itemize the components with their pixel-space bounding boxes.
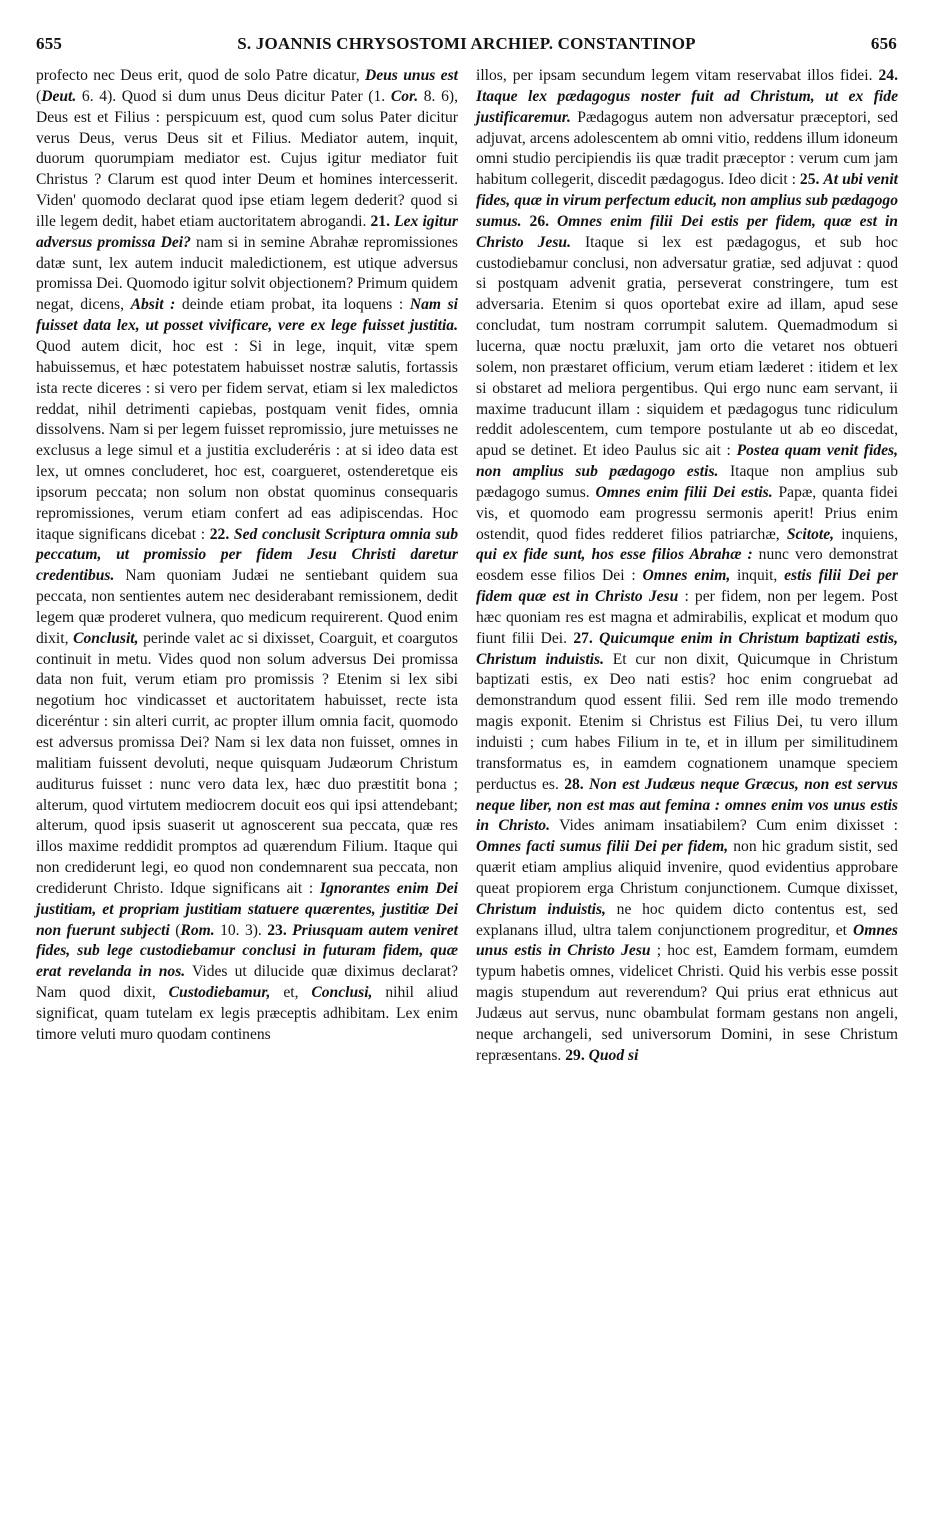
- commentary-text: et,: [270, 984, 312, 1002]
- scripture-quote: Postea quam venit fides, non amplius sub pædagogo estis.: [476, 442, 898, 481]
- scripture-quote: Lex igitur adversus promissa Dei?: [36, 212, 458, 251]
- page-number-left: 655: [36, 34, 63, 53]
- verse-number: 23.: [267, 921, 287, 939]
- commentary-text: nihil aliud significat, quam tutelam ex legis præceptis adhibitam. Lex enim timore veluti muro quodam continens: [36, 984, 458, 1043]
- scripture-quote: Itaque lex pædagogus noster fuit ad Christum, ut ex fide justificaremur.: [476, 87, 898, 126]
- scripture-quote: Priusquam autem veniret fides, sub lege custodiebamur conclusi in futuram fidem, quæ erat revelanda in nos.: [36, 921, 459, 981]
- scripture-quote: Non est Judæus neque Græcus, non est servus neque liber, non est mas aut femina : omnes enim vos unus estis in Christo.: [476, 775, 899, 835]
- scripture-quote: Nam si fuisset data lex, ut posset vivificare, vere ex lege fuisset justitia.: [36, 296, 458, 335]
- commentary-text: Quod autem dicit, hoc est : Si in lege, inquit, vitæ spem habuissemus, et hæc potestatem habuisset nostræ salutis, fortassis ista recte diceres : si vero per fidem servat, etiam si lex maledictos reddat, nihil detrimenti capiebas, postquam venit fides, omnia dissolvens. Nam si per legem fuisset repromissio, jure metuisses ne exclusus a lege simul et a justitia excluderéris : at si ideo data est lex, ut omnes concluderet, hoc est, coargueret, ostenderetque eis ipsorum peccata; non solum non obstat quominus consequaris repromissiones, verum etiam confert ad eas adipiscendas. Hoc itaque significans dicebat :: [36, 337, 458, 543]
- commentary-text: perinde valet ac si dixisset, Coarguit, et coargutos continuit in metu. Vides quod non solum adversus Dei promissa data non fuit, verum etiam pro promissis ? Etenim si lex sibi negotium hoc vindicasset et auctoritatem habuisset, recte ista diceréntur : sin alteri currit, ac propter illum omnia facit, quomodo est adversus promissa Dei? Nam si lex data non fuisset, omnes in malitiam fuissent devoluti, neque quisquam Judæorum Christum auditurus fuisset : nunc vero data lex, hæc duo præstitit bona ; alterum, quod virtutem mediocrem docuit eos qui ipsi attendebant; alterum, quod ipsis suaserit ut agnoscerent sua peccata, quæ res illos maxime reddidit promptos ad quærendum Filium. Itaque qui non crediderunt legi, eo quod non condemnarent sua peccata, non crediderunt Christo. Idque significans ait :: [36, 629, 458, 897]
- right-column-text: [476, 66, 898, 1067]
- commentary-text: profecto nec Deus erit, quod de solo Patre dicatur,: [36, 67, 365, 84]
- commentary-text: illos, per ipsam secundum legem vitam reservabat illos fidei.: [476, 67, 879, 84]
- commentary-text: ; hoc est, Eamdem formam, eumdem typum habetis omnes, videlicet Christi. Quid his verbis esse possit magis stupendum aut reverendum? Qui prius erat ethnicus aut Judæus aut servus, nunc obambulat formam gestans non angeli, neque archangeli, sed universorum Domini, in sese Christum repræsentans.: [476, 942, 898, 1064]
- left-column: [36, 66, 458, 1046]
- scripture-quote: Omnes enim,: [642, 567, 731, 585]
- commentary-text: 8. 6), Deus est et Filius : perspicuum est, quod cum solus Pater dicitur verus Deus, verus Deus sit et Filius. Mediator autem, inquit, duorum quorumpiam mediator est. Cujus igitur mediator fuit Christus ? Clarum est quod inter Deum et homines intercesserit. Viden' quomodo declarat quod ipse etiam legem dederit? quod si ille legem dedit, habet etiam auctoritatem abrogandi.: [36, 87, 458, 230]
- commentary-text: Pædagogus autem non adversatur præceptori, sed adjuvat, arcens adolescentem ab omni vitio, reddens illum idoneum omni studio percipiendis iis quæ tradit præceptor : verum cum jam habitum collegerit, discedit pædagogus. Ideo dicit :: [476, 108, 898, 189]
- commentary-text: [522, 213, 530, 230]
- running-title: S. JOANNIS CHRYSOSTOMI ARCHIEP. CONSTANTINOP: [237, 34, 696, 53]
- scripture-quote: Quicumque enim in Christum baptizati estis, Christum induistis.: [476, 629, 898, 668]
- scripture-quote: Omnes enim filii Dei estis per fidem, quæ est in Christo Jesu.: [476, 212, 898, 251]
- verse-number: 25.: [799, 171, 820, 189]
- commentary-text: [549, 213, 557, 230]
- scripture-quote: Ignorantes enim Dei justitiam, et propriam justitiam statuere quærentes, justitiæ Dei non fuerunt subjecti: [36, 879, 458, 939]
- page-number-right: 656: [870, 34, 897, 53]
- commentary-text: nunc vero demonstrat eosdem esse filios Dei :: [476, 546, 898, 585]
- scripture-quote: estis filii Dei per fidem quæ est in Christo Jesu: [476, 567, 898, 606]
- verse-number: 29.: [565, 1046, 585, 1064]
- verse-number: 26.: [529, 212, 550, 230]
- commentary-text: Papæ, quanta fidei vis, et quomodo eam progressu sermonis aperit! Prius enim ostendit, quod fides redderet filios patriarchæ,: [476, 483, 898, 543]
- commentary-text: : per fidem, non per legem. Post hæc quoniam res est magna et admirabilis, explicat et modum quo fiunt filii Dei.: [476, 588, 898, 647]
- verse-number: 22.: [209, 525, 230, 543]
- commentary-text: 10. 3).: [214, 921, 268, 939]
- commentary-text: Itaque non amplius sub pædagogo sumus.: [476, 463, 898, 501]
- scripture-quote: Christum induistis,: [476, 900, 606, 918]
- scripture-quote: Omnes unus estis in Christo Jesu: [476, 921, 898, 960]
- verse-number: 27.: [573, 629, 593, 647]
- commentary-text: Vides animam insatiabilem? Cum enim dixisset :: [550, 817, 898, 835]
- scripture-quote: Omnes facti sumus filii Dei per fidem,: [476, 838, 729, 856]
- commentary-text: Et cur non dixit, Quicumque in Christum baptizati estis, ex Deo nati estis? hoc enim congruebat ad demonstrandum quod essent filii. Sed rem ille modo tremendo magis exponit. Etenim si Christus est Filius Dei, tu vero illum induisti ; cum habes Filium in te, et in illum per similitudinem transformatus es, in eamdem cognationem unamque speciem perductus es.: [476, 650, 898, 793]
- commentary-text: inquiens,: [834, 525, 898, 543]
- commentary-text: (: [169, 921, 181, 939]
- scripture-quote: Deus unus est: [364, 67, 458, 84]
- commentary-text: 6. 4). Quod si dum unus Deus dicitur Pater (1.: [76, 87, 391, 105]
- scripture-quote: Scitote,: [786, 525, 835, 543]
- verse-number: 21.: [370, 212, 390, 230]
- scripture-quote: Deut.: [41, 87, 77, 105]
- commentary-text: non hic gradum sistit, sed quærit etiam amplius aliquid invenire, quod evidentius approbare queat propiorem erga Christum conjunctionem. Cumque dixisset,: [476, 838, 898, 897]
- scripture-quote: qui ex fide sunt, hos esse filios Abrahæ :: [476, 546, 753, 564]
- verse-number: 24.: [878, 67, 898, 84]
- commentary-text: nam si in semine Abrahæ repromissiones datæ sunt, lex autem inducit maledictionem, est utique adversus promissa Dei. Quomodo igitur solvit objectionem? Primum quidem negat, dicens,: [36, 233, 458, 314]
- scripture-quote: Absit :: [130, 296, 176, 314]
- commentary-text: deinde etiam probat, ita loquens :: [175, 296, 410, 314]
- right-column: [476, 66, 898, 1067]
- scripture-quote: Conclusi,: [311, 984, 373, 1002]
- commentary-text: (: [36, 87, 42, 105]
- scripture-quote: Rom.: [180, 921, 215, 939]
- verse-number: 28.: [564, 775, 584, 793]
- scripture-quote: At ubi venit fides, quæ in virum perfectum educit, non amplius sub pædagogo sumus.: [476, 171, 898, 230]
- scripture-quote: Conclusit,: [73, 629, 139, 647]
- commentary-text: inquit,: [730, 567, 785, 585]
- commentary-text: Nam quoniam Judæi ne sentiebant quidem sua peccata, non sentientes autem nec desiderabant remissionem, dedit legem quæ proderet vulnera, quo medicum requirerent. Quod enim dixit,: [36, 567, 458, 647]
- commentary-text: ne hoc quidem dicto contentus est, sed explanans illud, ultra talem conjunctionem progreditur, et: [476, 900, 898, 939]
- scripture-quote: Cor.: [390, 87, 419, 105]
- page-header: [36, 34, 897, 58]
- left-column-text: [36, 66, 458, 1046]
- scripture-quote: Sed conclusit Scriptura omnia sub peccatum, ut promissio per fidem Jesu Christi daretur credentibus.: [36, 525, 458, 585]
- commentary-text: Itaque si lex est pædagogus, et sub hoc custodiebamur conclusi, non adversatur gratiæ, sed adjuvat : quod si postquam advenit gratia, perseverat constringere, tum est adversaria. Etenim si quos oportebat exire ad illam, apud sese concludat, tum nostram corrumpit salutem. Quemadmodum si lucerna, quæ noctu præluxit, jam orto die vetaret nos obtueri solem, non præstaret officium, verum etiam læderet : itidem et lex si obstaret ad meliora pergentibus. Qui ergo nunc eam servant, ii maxime traducunt illam : siquidem et pædagogus tunc ridiculum reddit adolescentem, cum tempore postulante ut ab eo discedat, apud se detinet. Et ideo Paulus sic ait :: [476, 233, 898, 460]
- scripture-quote: Omnes enim filii Dei estis.: [595, 483, 773, 501]
- commentary-text: Vides ut dilucide quæ diximus declarat? Nam quod dixit,: [36, 963, 459, 1002]
- scripture-quote: Quod si: [588, 1046, 639, 1064]
- scripture-quote: Custodiebamur,: [168, 984, 271, 1002]
